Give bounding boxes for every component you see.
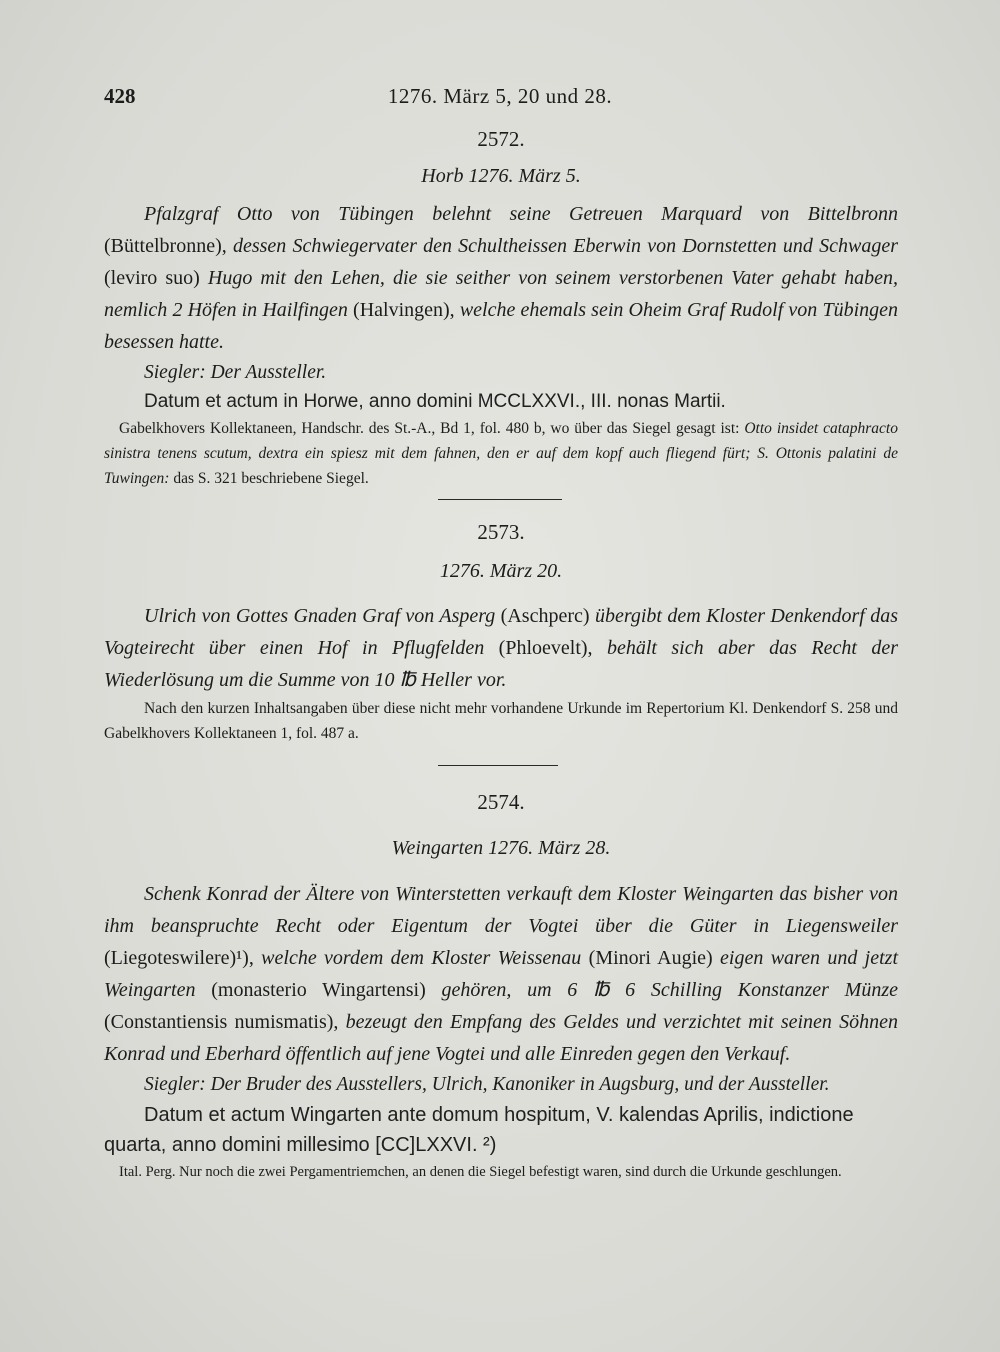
document-2572 — [104, 127, 898, 491]
text-run: (Aschperc) — [495, 605, 595, 627]
text-run: Nach den kurzen Inhaltsangaben über diese nicht mehr vorhandene Urkunde im Repertorium Kl. Denkendorf S. 258 und Gabelkhovers Kollektaneen 1, fol. 487 a. — [104, 700, 898, 742]
italic-run: gehören, um 6 ℔ 6 Schilling Konstanzer Münze — [441, 979, 898, 1001]
regest — [104, 878, 898, 1070]
section-divider — [438, 765, 558, 766]
source-note — [104, 1160, 898, 1185]
page-number: 428 — [104, 84, 136, 108]
document-date: Weingarten 1276. März 28. — [391, 837, 611, 859]
datum-line: Datum et actum Wingarten ante domum hospitum, V. kalendas Aprilis, indictione quarta, anno domini millesimo [CC]LXXVI. ²) — [104, 1104, 854, 1156]
running-head: 1276. März 5, 20 und 28. — [387, 84, 613, 108]
siegler: Siegler: Der Bruder des Ausstellers, Ulrich, Kanoniker in Augsburg, und der Aussteller. — [144, 1074, 830, 1095]
italic-run: welche ehemals sein Oheim Graf Rudolf von Tübingen besessen hatte. — [104, 299, 899, 353]
text-run: (monasterio Wingartensi) — [195, 979, 442, 1001]
siegler: Siegler: Der Aussteller. — [144, 362, 327, 383]
source-note — [104, 696, 898, 746]
source-note — [104, 416, 898, 491]
document-number: 2573. — [477, 520, 525, 544]
document-number: 2574. — [477, 790, 525, 814]
text-run: Gabelkhovers Kollektaneen, Handschr. des St.-A., Bd 1, fol. 480 b, wo über das Siegel gesagt ist: — [119, 420, 745, 437]
text-run: (Büttelbronne), — [104, 235, 233, 257]
italic-run: bezeugt den Empfang des Geldes und verzichtet mit seinen Söhnen Konrad und Eberhard öffentlich auf jene Vogtei und alle Einreden gegen den Verkauf. — [104, 1011, 899, 1065]
document-date: 1276. März 20. — [439, 560, 563, 582]
italic-run: Otto insidet cataphracto sinistra tenens scutum, dextra ein spiesz mit dem fahnen, den er auf dem kopf auch fliegend fürt; S. Ottonis palatini de Tuwingen: — [104, 420, 898, 487]
text-run: (Minori Augie) — [581, 947, 721, 969]
document-date: Horb 1276. März 5. — [421, 165, 581, 187]
italic-run: welche vordem dem Kloster Weissenau — [261, 947, 582, 969]
datum-line: Datum et actum in Horwe, anno domini MCCLXXVI., III. nonas Martii. — [144, 391, 726, 412]
text-run: Ital. Perg. Nur noch die zwei Pergamentriemchen, an denen die Siegel befestigt waren, sind durch die Urkunde geschlungen. — [119, 1164, 842, 1180]
text-run: (leviro suo) — [104, 267, 208, 289]
italic-run: übergibt dem Kloster Denkendorf das Vogteirecht über einen Hof in Pflugfelden — [104, 605, 898, 659]
regest — [104, 600, 898, 696]
text-run: (Halvingen), — [347, 299, 460, 321]
document-2574 — [104, 790, 898, 1185]
italic-run: Hugo mit den Lehen, die sie seither von seinem verstorbenen Vater gehabt haben, nemlich 2 Höfen in Hailfingen — [104, 267, 898, 321]
italic-run: Ulrich von Gottes Gnaden Graf von Asperg — [144, 605, 496, 627]
page-header — [0, 84, 1000, 114]
italic-run: eigen waren und jetzt Weingarten — [104, 947, 898, 1001]
italic-run: behält sich aber das Recht der Wiederlösung um die Summe von 10 ℔ Heller vor. — [104, 637, 898, 691]
text-run: (Constantiensis numismatis), — [104, 1011, 346, 1033]
section-divider — [438, 499, 562, 500]
text-run: das S. 321 beschriebene Siegel. — [169, 470, 369, 487]
text-run: (Phloevelt), — [484, 637, 607, 659]
regest — [104, 198, 898, 358]
italic-run: dessen Schwiegervater den Schultheissen Eberwin von Dornstetten und Schwager — [232, 235, 898, 257]
document-number: 2572. — [477, 127, 525, 151]
italic-run: Pfalzgraf Otto von Tübingen belehnt seine Getreuen Marquard von Bittelbronn — [144, 203, 898, 225]
text-run: (Liegoteswilere)¹), — [104, 947, 262, 969]
document-2573 — [104, 520, 898, 746]
italic-run: Schenk Konrad der Ältere von Winterstetten verkauft dem Kloster Weingarten das bisher von ihm beanspruchte Recht oder Eigentum der Vogtei über die Güter in Liegensweiler — [104, 883, 898, 937]
